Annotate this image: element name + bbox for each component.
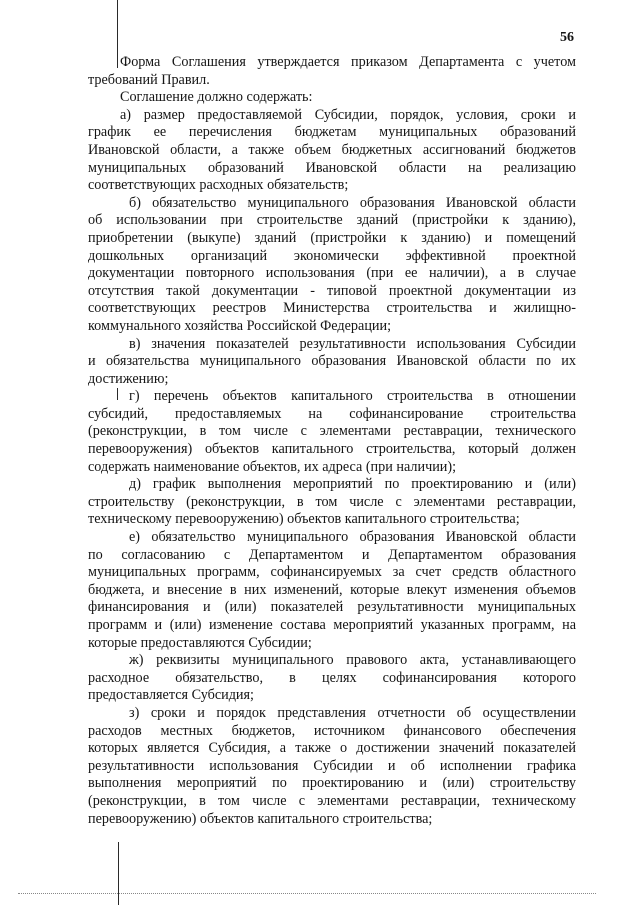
paragraph-line: бюджета, и внесение в них изменений, которые влекут изменения объемов [88, 581, 576, 598]
document-body [88, 54, 576, 828]
paragraph-line: муниципальных образований Ивановской области на реализацию [88, 159, 576, 176]
paragraph-line: об использовании при строительстве зданий (пристройки к зданию), [88, 212, 576, 229]
paragraph-line: е) обязательство муниципального образования Ивановской области [129, 529, 576, 546]
paragraph-line: выполнения мероприятий по проектированию и (или) строительству [88, 775, 576, 792]
scan-dotted-line [18, 893, 596, 894]
paragraph-line: строительству (реконструкции, в том числе с элементами реставрации, [88, 493, 576, 510]
paragraph-line: а) размер предоставляемой Субсидии, порядок, условия, сроки и [120, 106, 576, 123]
paragraph-line: финансирования и (или) показателей результативности муниципальных [88, 599, 576, 616]
paragraph-line: Ивановской области, а также объем бюджетных ассигнований бюджетов [88, 141, 576, 158]
paragraph-line: график ее перечисления бюджетам муниципальных образований [88, 124, 576, 141]
paragraph-line: (реконструкции, в том числе с элементами реставрации, техническому [88, 792, 576, 809]
paragraph-line: по согласованию с Департаментом и Департаментом образования [88, 546, 576, 563]
paragraph-line: программ и (или) изменение состава мероприятий указанных программ, на [88, 617, 576, 633]
paragraph-line: которые предоставляются Субсидии; [88, 634, 312, 651]
paragraph-line: расходное обязательство, в целях софинансирования которого [88, 669, 576, 686]
paragraph-line: в) значения показателей результативности использования Субсидии [129, 335, 576, 352]
paragraph-line: содержать наименование объектов, их адреса (при наличии); [88, 458, 457, 475]
paragraph-line: коммунального хозяйства Российской Федерации; [88, 317, 392, 334]
paragraph-line: и обязательства муниципального образования Ивановской области по их [88, 353, 576, 370]
paragraph-line: Соглашение должно содержать: [120, 89, 313, 106]
paragraph-line: соответствующих реестров Министерства строительства и жилищно- [88, 300, 576, 317]
paragraph-line: техническому перевооружению) объектов капитального строительства; [88, 511, 520, 528]
scan-vertical-mark-bottom [118, 842, 119, 905]
paragraph-line: соответствующих расходных обязательств; [88, 177, 349, 194]
paragraph-line: дошкольных организаций экономически эффективной проектной [88, 247, 576, 264]
paragraph-line: ж) реквизиты муниципального правового акта, устанавливающего [129, 652, 576, 669]
paragraph-line: муниципальных программ, софинансируемых за счет средств областного [88, 564, 576, 581]
paragraph-line: расходов местных бюджетов, источником финансового обеспечения [88, 722, 576, 739]
paragraph-line: достижению; [88, 370, 169, 387]
paragraph-line: з) сроки и порядок представления отчетности об осуществлении [129, 704, 576, 721]
paragraph-line: результативности использования Субсидии и об исполнении графика [88, 757, 576, 774]
paragraph-line: предоставляется Субсидия; [88, 687, 254, 704]
paragraph-line: (реконструкции, в том числе с элементами реставрации, технического [88, 423, 576, 440]
paragraph-line: отсутствия такой документации - типовой проектной документации из [88, 282, 576, 299]
paragraph-line: которых является Субсидия, а также о достижении значений показателей [88, 740, 576, 757]
paragraph-line: б) обязательство муниципального образования Ивановской области [129, 194, 576, 211]
paragraph-line: перевооружению) объектов капитального строительства; [88, 810, 433, 827]
paragraph-line: субсидий, предоставляемых на софинансирование строительства [88, 405, 576, 422]
paragraph-line: требований Правил. [88, 71, 210, 88]
paragraph-line: г) перечень объектов капитального строительства в отношении [129, 388, 576, 405]
paragraph-line: документации повторного использования (при ее наличии), а в случае [88, 265, 576, 282]
paragraph-line: приобретении (выкупе) зданий (пристройки к зданию) и помещений [88, 229, 576, 246]
paragraph-line: перевооружения) объектов капитального строительства, который должен [88, 441, 576, 458]
paragraph-line: д) график выполнения мероприятий по проектированию и (или) [129, 476, 576, 493]
paragraph-line: Форма Соглашения утверждается приказом Департамента с учетом [120, 54, 576, 70]
page-number: 56 [560, 30, 574, 45]
